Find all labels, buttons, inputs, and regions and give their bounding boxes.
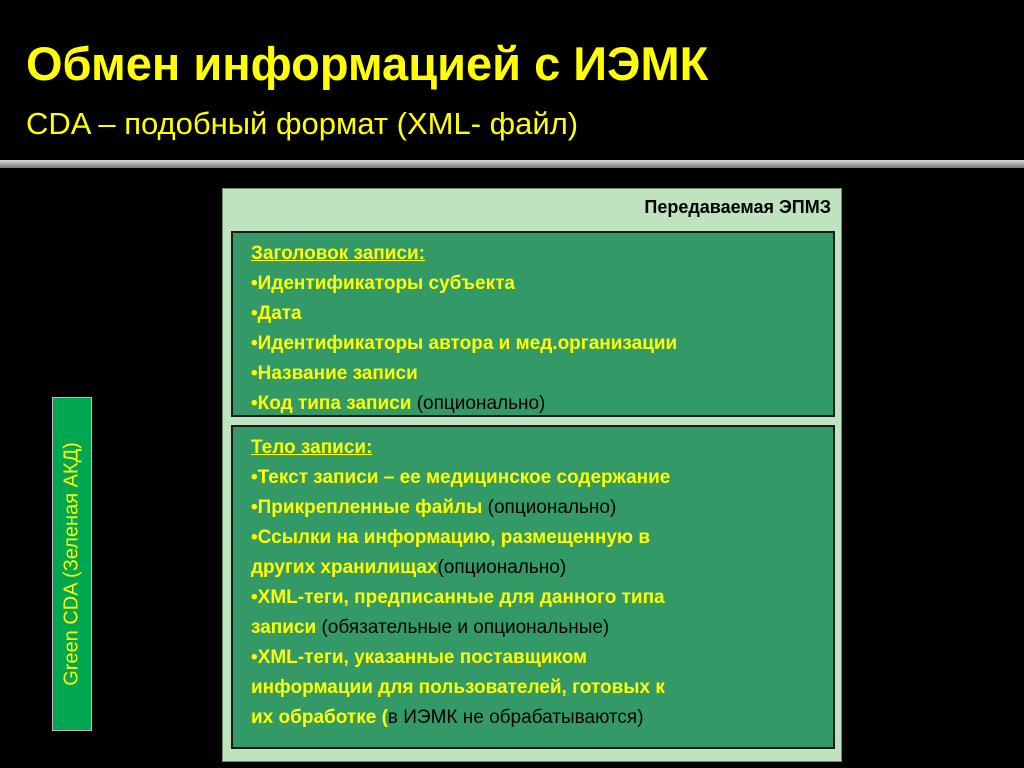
record-header-box — [231, 231, 835, 417]
body-line: записи (обязательные и опциональные) — [251, 617, 610, 638]
body-line: •Ссылки на информацию, размещенную в — [251, 527, 651, 548]
record-body-heading: Тело записи: — [251, 437, 373, 458]
header-line: •Идентификаторы автора и мед.организации — [251, 333, 678, 354]
side-label: Green CDA (Зеленая АКД) — [60, 442, 83, 686]
header-line: •Код типа записи (опционально) — [251, 393, 546, 414]
slide-subtitle: CDA – подобный формат (XML- файл) — [26, 106, 579, 141]
body-line: •Прикрепленные файлы (опционально) — [251, 497, 617, 518]
header-line: •Идентификаторы субъекта — [251, 273, 515, 294]
header-line: •Название записи — [251, 363, 418, 384]
body-line: •XML-теги, указанные поставщиком — [251, 647, 588, 668]
body-line: •Текст записи – ее медицинское содержание — [251, 467, 671, 488]
header-line: •Дата — [251, 303, 302, 324]
side-label-box — [52, 397, 92, 731]
body-line: •XML-теги, предписанные для данного типа — [251, 587, 665, 608]
title-bar — [0, 0, 1024, 160]
body-line: других хранилищах(опционально) — [251, 557, 567, 578]
record-header-heading: Заголовок записи: — [251, 243, 426, 264]
transmitted-record-caption: Передаваемая ЭПМЗ — [644, 197, 831, 217]
body-line: информации для пользователей, готовых к — [251, 677, 665, 698]
slide-title: Обмен информацией с ИЭМК — [26, 37, 709, 90]
transmitted-record-box — [222, 188, 842, 762]
body-line: их обработке (в ИЭМК не обрабатываются) — [251, 707, 644, 728]
record-body-box — [231, 425, 835, 749]
title-separator — [0, 160, 1024, 168]
